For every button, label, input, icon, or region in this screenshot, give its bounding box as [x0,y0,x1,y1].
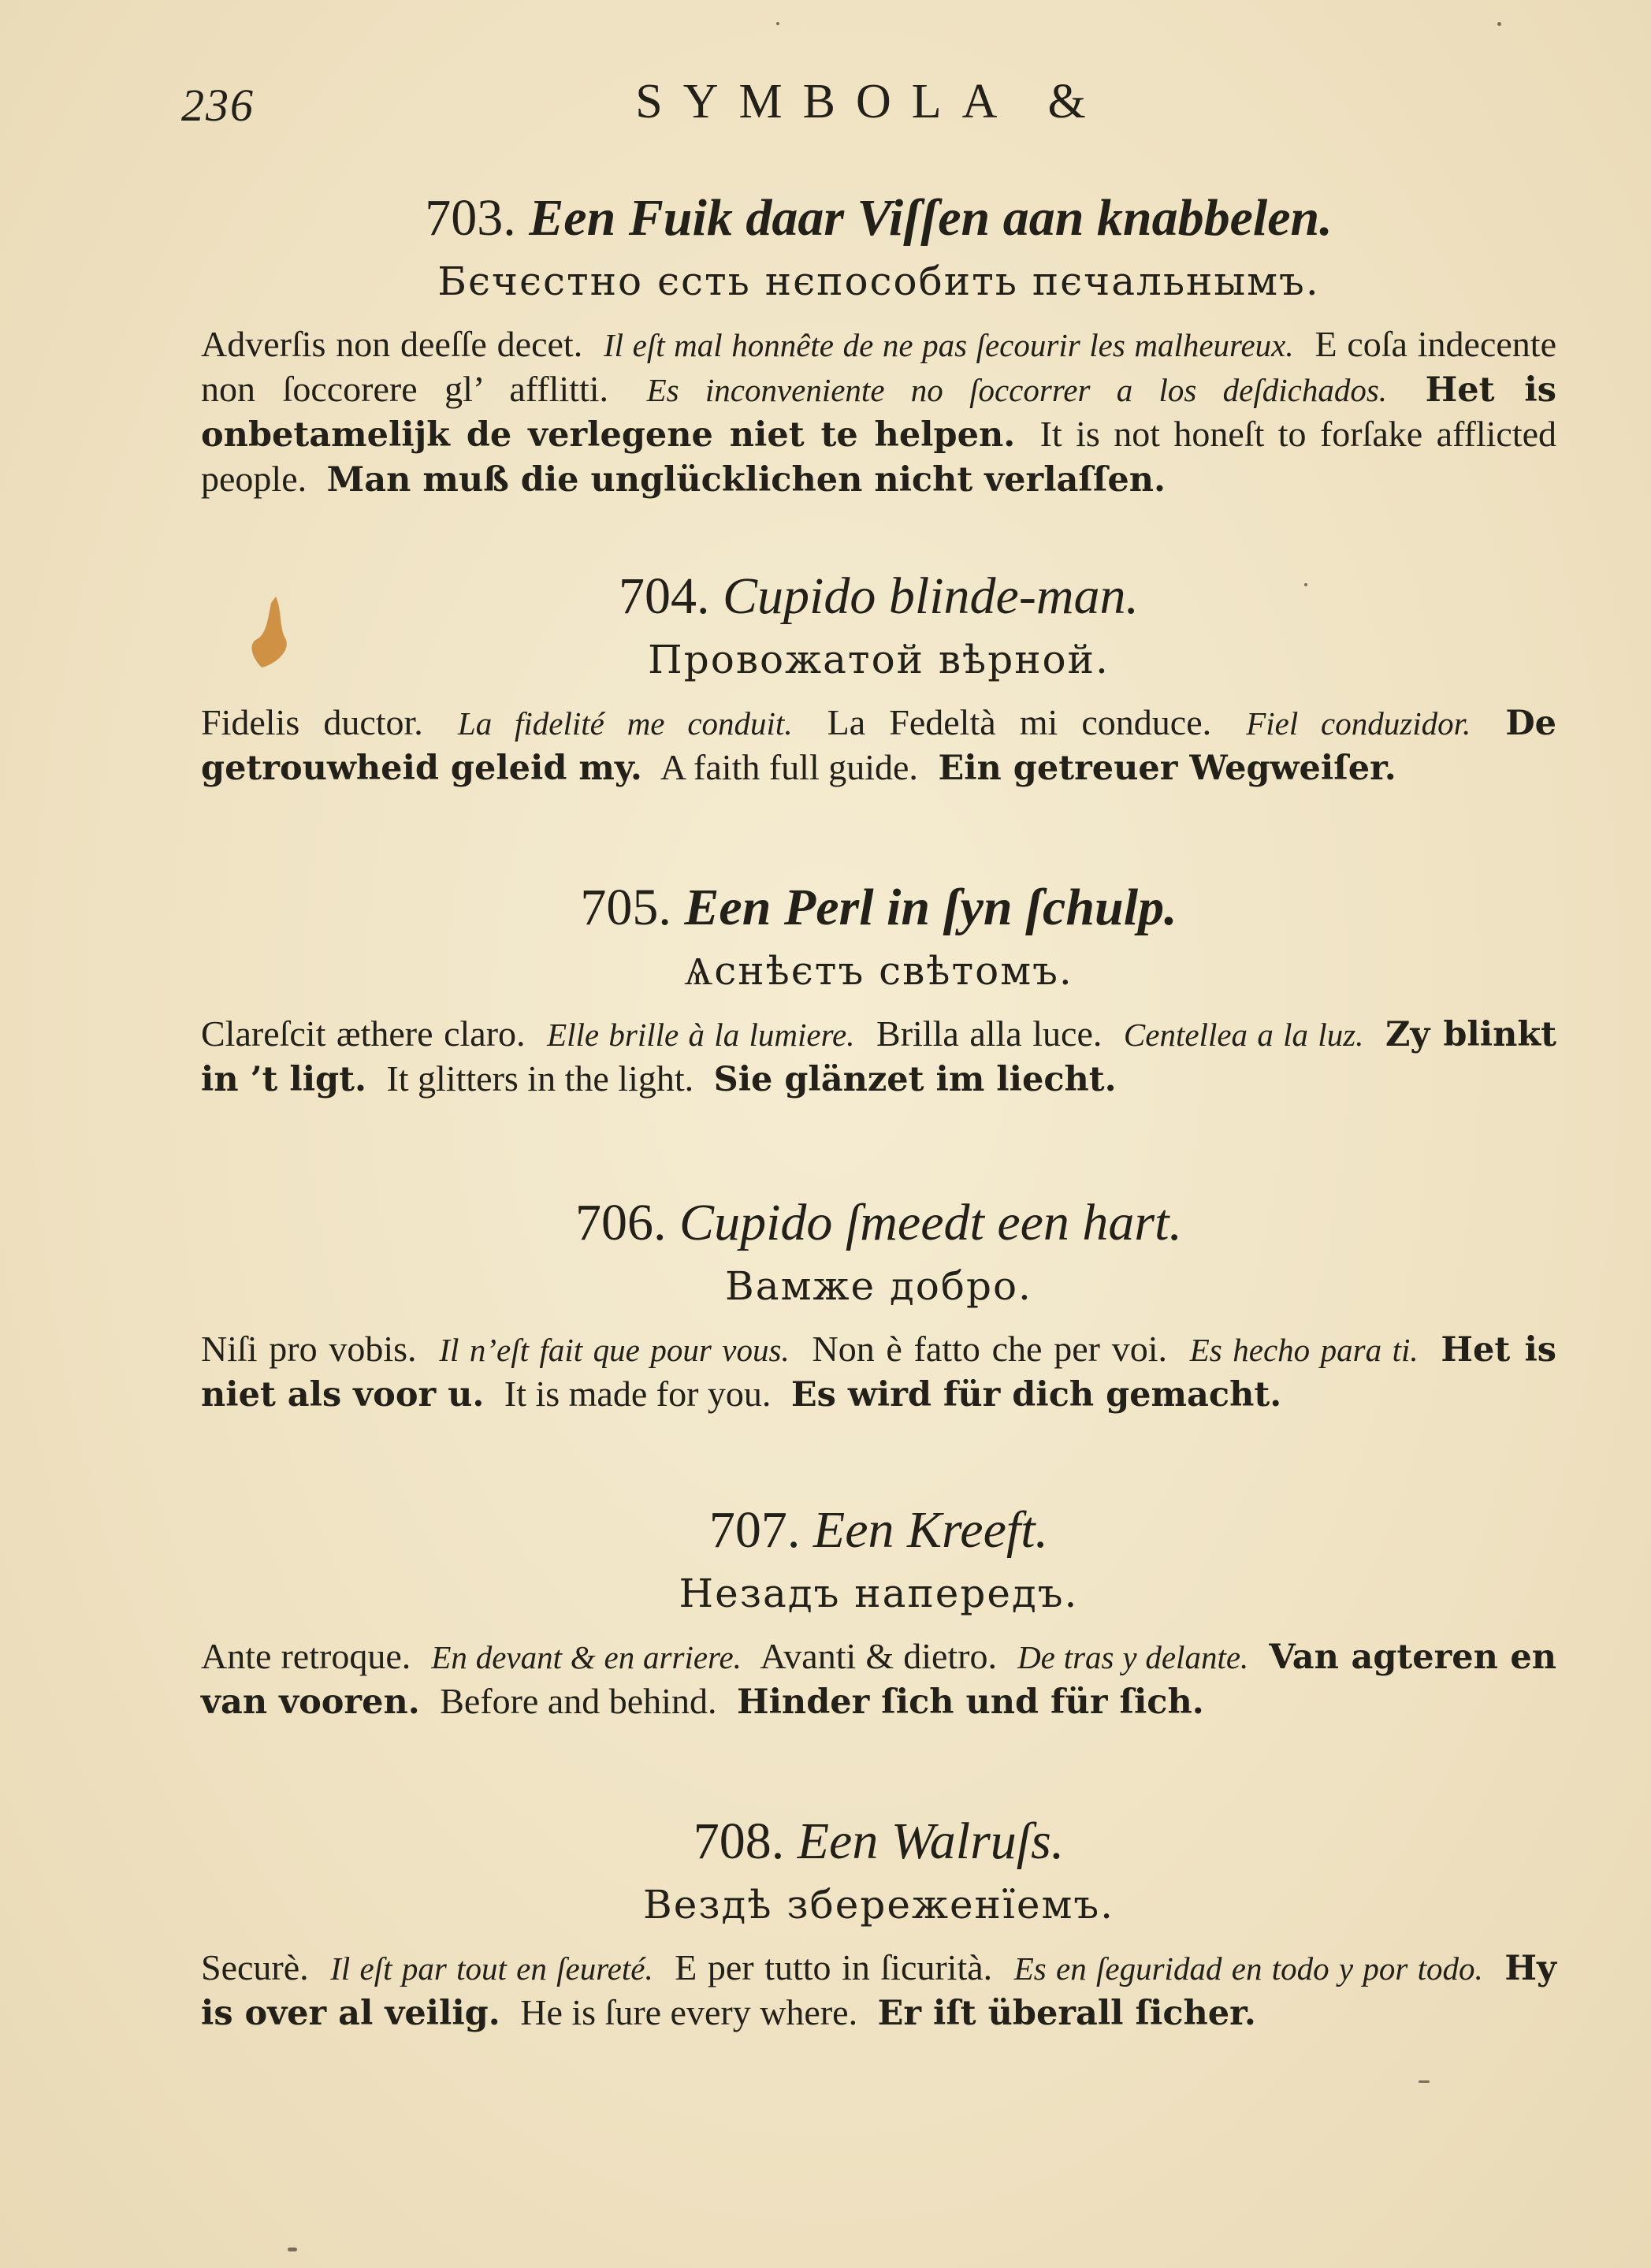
entry-translations [201,1327,1556,1417]
english-text: He is ſure every where. [520,1992,858,2032]
entry-number: 708. [693,1813,785,1870]
spanish-text: Centellea a la luz. [1123,1017,1364,1053]
entry-translations [201,1946,1556,2036]
entry-number: 705. [580,879,671,936]
stain-shape [251,597,286,667]
paper-speck [1304,583,1307,586]
entry-heading [201,563,1556,630]
latin-text: Niſi pro vobis. [201,1329,417,1369]
page-header [181,71,1560,142]
italian-text: Brilla alla luce. [876,1013,1103,1054]
german-text: Sie glänzet im liecht. [713,1060,1117,1099]
italian-text: E per tutto in ſicurità. [675,1947,993,1987]
german-text: Ein getreuer Wegweiſer. [938,749,1396,788]
spanish-text: Es en ſeguridad en todo y por todo. [1013,1950,1483,1987]
entry-title: Een Kreeft. [812,1501,1049,1559]
german-text: Hinder ſich und für ſich. [736,1682,1204,1722]
spanish-text: Fiel conduzidor. [1246,705,1471,742]
dutch-text: Het is niet als voor u. [201,1330,1556,1415]
latin-text: Ante retroque. [201,1636,411,1676]
german-text: Man muß die unglücklichen nicht verlaſſen. [326,460,1166,500]
entry-706 [201,1190,1556,1417]
entry-heading [201,1809,1556,1875]
slavonic-motto: Ѧснѣєтъ свѣтомъ. [684,948,1073,994]
entry-heading [201,185,1556,251]
entry-heading [201,875,1556,941]
dutch-text: De getrouwheid geleid my. [201,704,1556,788]
spanish-text: De tras y delante. [1017,1639,1249,1675]
dutch-text: Hy is over al veilig. [201,1949,1556,2033]
entry-translations [201,701,1556,790]
italian-text: E coſa indecente non ſoccorere gl’ afflitti. [201,324,1556,409]
spanish-text: Es hecho para ti. [1189,1332,1419,1368]
german-text: Er iſt überall ſicher. [877,1994,1256,2033]
entry-title: Cupido ſmeedt een hart. [679,1194,1182,1251]
entry-title: Cupido blinde-man. [723,567,1139,625]
paper-speck [288,2248,297,2251]
paper-stain [244,595,299,670]
paper-speck [1497,22,1501,26]
spanish-text: Es inconveniente no ſoccorrer a los deſdichados. [646,372,1388,408]
slavonic-motto: Бєчєстно єсть нєпособить пєчальнымъ. [437,258,1320,304]
entry-number: 703. [425,189,516,247]
italian-text: La Fedeltà mi conduce. [827,702,1212,742]
latin-text: Fidelis ductor. [201,702,423,742]
english-text: Before and behind. [440,1681,717,1721]
latin-text: Adverſis non deeſſe decet. [201,324,583,364]
entry-703 [201,185,1556,502]
german-text: Es wird für dich gemacht. [790,1375,1282,1415]
entry-title: Een Walruſs. [797,1813,1065,1870]
paper-speck [1419,2080,1430,2083]
entry-translations [201,322,1556,502]
entry-title: Een Fuik daar Viſſen aan knabbelen. [529,189,1333,247]
entry-translations [201,1634,1556,1724]
slavonic-motto: Незадъ напередъ. [679,1571,1079,1616]
entry-title: Een Perl in ſyn ſchulp. [684,879,1177,936]
entry-heading [201,1497,1556,1563]
latin-text: Clareſcit æthere claro. [201,1013,526,1054]
slavonic-motto: Провожатой вѣрной. [648,637,1110,682]
dutch-text: Zy blinkt in ’t ligt. [201,1015,1557,1099]
dutch-text: Van agteren en van vooren. [201,1638,1557,1722]
entry-translations [201,1012,1556,1102]
french-text: Il eſt mal honnête de ne pas ſecourir les malheureux. [604,327,1294,363]
page-number: 236 [181,80,255,131]
entry-707 [201,1497,1556,1724]
entry-number: 704. [619,567,710,625]
entry-number: 706. [575,1194,667,1251]
italian-text: Non è fatto che per voi. [812,1329,1167,1369]
english-text: It glitters in the light. [386,1058,694,1099]
french-text: Il eſt par tout en ſeureté. [330,1950,653,1987]
slavonic-motto: Вездѣ збереженїемъ. [642,1882,1115,1928]
entry-704 [201,563,1556,790]
entry-number: 707. [708,1501,801,1559]
english-text: It is not honeſt to forſake afflicted people. [201,414,1557,499]
slavonic-motto: Вамже добро. [725,1263,1032,1309]
italian-text: Avanti & dietro. [760,1636,997,1676]
entry-705 [201,875,1556,1102]
entry-708 [201,1809,1556,2036]
french-text: La fidelité me conduit. [457,705,793,742]
french-text: Elle brille à la lumiere. [547,1017,855,1053]
entry-heading [201,1190,1556,1256]
running-title: SYMBOLA & [635,75,1106,128]
dutch-text: Het is onbetamelijk de verlegene niet te helpen. [201,370,1556,455]
english-text: A faith full guide. [660,747,918,787]
french-text: Il n’eſt fait que pour vous. [439,1332,790,1368]
english-text: It is made for you. [504,1374,772,1414]
paper-speck [776,22,779,25]
french-text: En devant & en arriere. [431,1639,742,1675]
latin-text: Securè. [201,1947,309,1987]
